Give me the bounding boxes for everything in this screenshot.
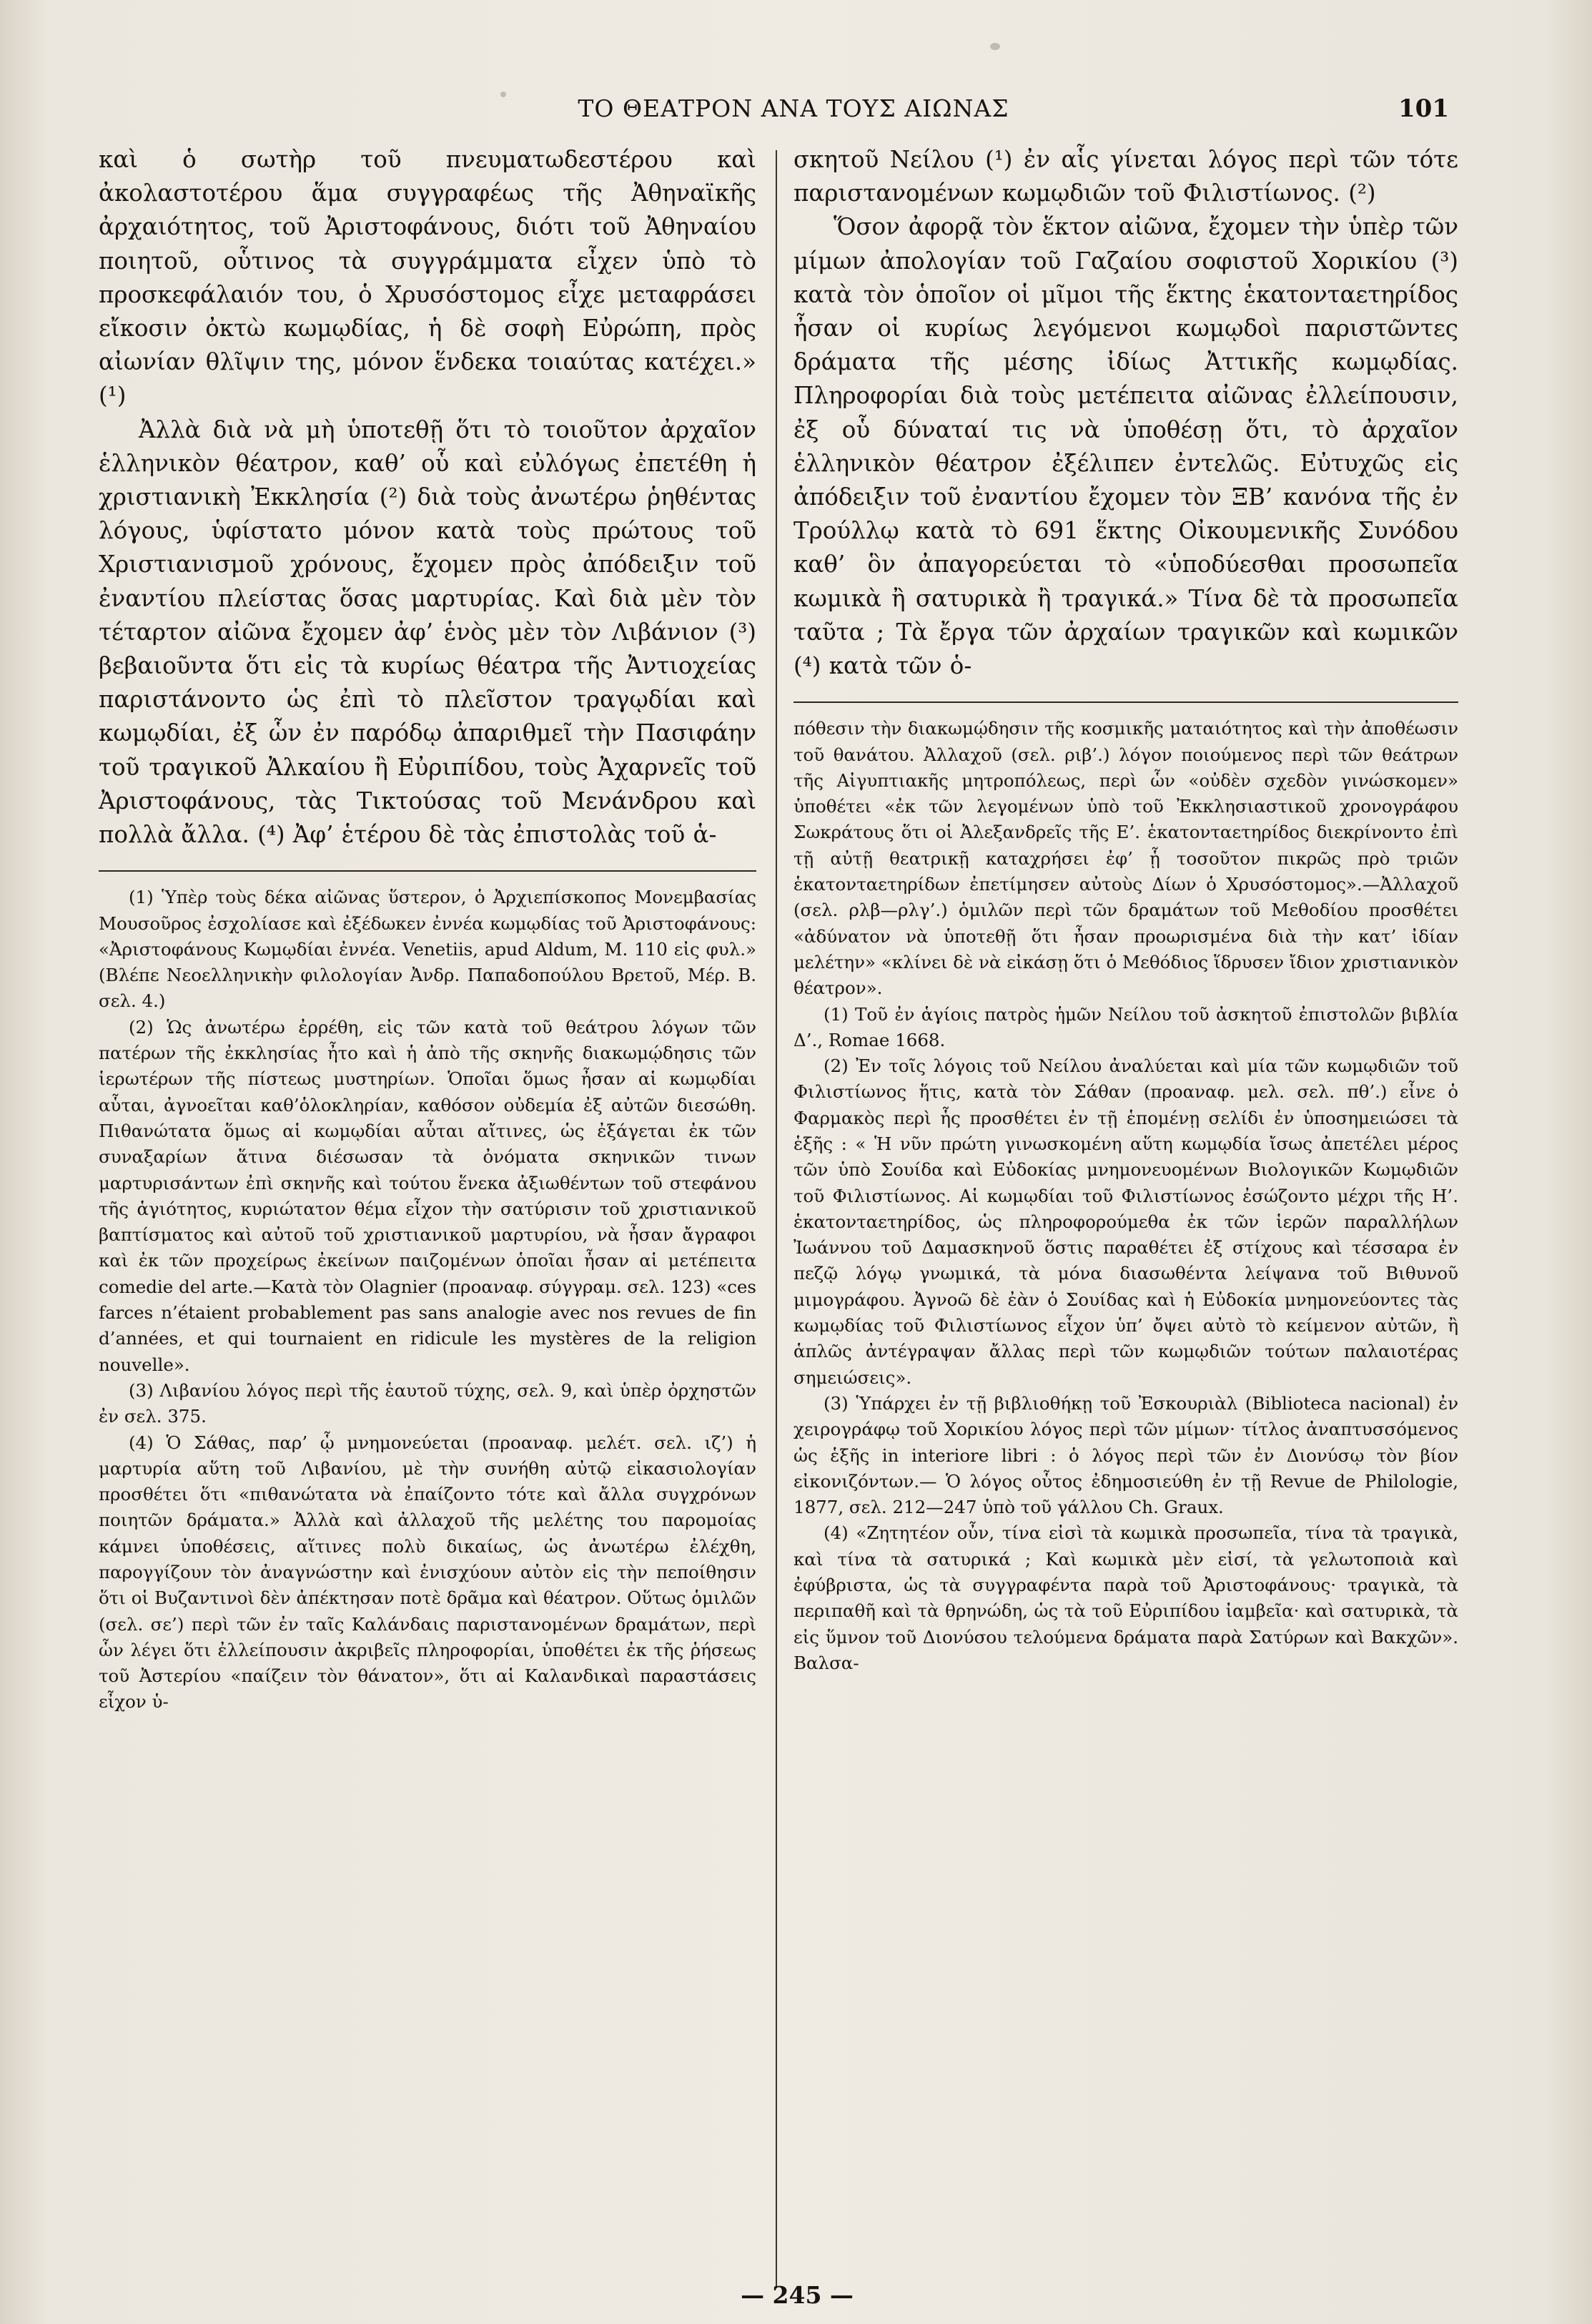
- right-footnote-4: (4) «Ζητητέον οὖν, τίνα εἰσὶ τὰ κωμικὰ προσωπεῖα, τίνα τὰ τραγικὰ, καὶ τίνα τὰ σατυρικά ; Καὶ κωμικὰ μὲν εἰσί, τὰ γελωτοποιὰ καὶ ἐφύβριστα, ὡς τὰ συγγραφέντα παρὰ τοῦ Ἀριστοφάνους· τραγικὰ, τὰ περιπαθῆ καὶ τὰ θρηνώδη, ὡς τὰ τοῦ Εὐριπίδου ἰαμβεῖα· καὶ σατυρικὰ, τὰ εἰς ὕμνον τοῦ Διονύσου τελούμενα δράματα παρὰ Σατύρων καὶ Βακχῶν». Βαλσα-: [793, 1522, 1458, 1673]
- right-footnote-separator: [793, 701, 1458, 703]
- left-footnote-1: (1) Ὑπὲρ τοὺς δέκα αἰῶνας ὕστερον, ὁ Ἀρχιεπίσκοπος Μονεμβασίας Μουσοῦρος ἐσχολίασε καὶ ἐξέδωκεν ἐννέα κωμῳδίας τοῦ Ἀριστοφάνους: «Ἀριστοφάνους Κωμῳδίαι ἐννέα. Venetiis, apud Aldum, M. 110 εἰς φυλ.» (Βλέπε Νεοελληνικὴν φιλολογίαν Ἀνδρ. Παπαδοπούλου Βρετοῦ, Μέρ. Β. σελ. 4.): [99, 887, 756, 1012]
- right-paragraph-2: Ὅσον ἀφορᾷ τὸν ἕκτον αἰῶνα, ἔχομεν τὴν ὑπὲρ τῶν μίμων ἀπολογίαν τοῦ Γαζαίου σοφιστοῦ Χορικίου (³) κατὰ τὸν ὁποῖον οἱ μῖμοι τῆς ἕκτης ἑκατονταετηρίδος ἦσαν οἱ κυρίως λεγόμενοι κωμῳδοὶ παριστῶντες δράματα τῆς μέσης ἰδίως Ἀττικῆς κωμῳδίας. Πληροφορίαι διὰ τοὺς μετέπειτα αἰῶνας ἐλλείπουσιν, ἐξ οὗ δύναταί τις νὰ ὑποθέσῃ ὅτι, τὸ ἀρχαῖον ἑλληνικὸν θέατρον ἐξέλιπεν ἐντελῶς. Εὐτυχῶς εἰς ἀπόδειξιν τοῦ ἐναντίου ἔχομεν τὸν ΞΒ’ κανόνα τῆς ἐν Τρούλλῳ κατὰ τὸ 691 ἕκτης Οἰκουμενικῆς Συνόδου καθ’ ὃν ἀπαγορεύεται τὸ «ὑποδύεσθαι προσωπεῖα κωμικὰ ἢ σατυρικὰ ἢ τραγικά.» Τίνα δὲ τὰ προσωπεῖα ταῦτα ; Τὰ ἔργα τῶν ἀρχαίων τραγικῶν καὶ κωμικῶν (⁴) κατὰ τῶν ὁ-: [793, 213, 1458, 680]
- right-column: [793, 143, 1458, 1676]
- left-footnote-4: (4) Ὁ Σάθας, παρ’ ᾧ μνημονεύεται (προαναφ. μελέτ. σελ. ιζ’) ἡ μαρτυρία αὕτη τοῦ Λιβανίου, μὲ τὴν συνήθη αὐτῷ εἰκασιολογίαν προσθέτει ὅτι «πιθανώτατα νὰ ἐπαίζοντο τότε καὶ ἄλλα συγχρόνων ποιητῶν δράματα.» Ἀλλὰ καὶ ἀλλαχοῦ τῆς μελέτης του παρομοίας κάμνει ὑποθέσεις, αἵτινες πολὺ δικαίως, ὡς ἀνωτέρω ἐλέχθη, παρογγίζουν τὸν ἀναγνώστην καὶ ἐνισχύουν αὐτὸν εἰς τὴν πεποίθησιν ὅτι οἱ Βυζαντινοὶ δὲν ἀπέκτησαν ποτὲ δρᾶμα καὶ θέατρον. Οὕτως ὁμιλῶν (σελ. σε’) περὶ τῶν ἐν ταῖς Καλάνδαις παριστανομένων δραμάτων, περὶ ὧν λέγει ὅτι ἐλλείπουσιν ἀκριβεῖς πληροφορίαι, ὑποθέτει ἐκ τῆς ῥήσεως τοῦ Ἀστερίου «παίζειν τὸν θάνατον», ὅτι αἱ Καλανδικαὶ παραστάσεις εἶχον ὑ-: [99, 1432, 756, 1713]
- right-body-text: [793, 143, 1458, 683]
- column-divider: [776, 150, 777, 2288]
- ink-speck: [500, 92, 506, 97]
- signature-number: — 245 —: [741, 2281, 854, 2309]
- left-body-text: [99, 143, 756, 852]
- left-footnote-2: (2) Ὡς ἀνωτέρω ἐρρέθη, εἰς τῶν κατὰ τοῦ θεάτρου λόγων τῶν πατέρων τῆς ἐκκλησίας ἦτο καὶ ἡ ἀπὸ τῆς σκηνῆς διακωμῴδησις τῶν ἱερωτέρων τῆς πίστεως μυστηρίων. Ὁποῖαι ὅμως ἦσαν αἱ κωμῳδίαι αὗται, ἀγνοεῖται καθ’ὁλοκληρίαν, καθόσον οὐδεμία ἐξ αὐτῶν διεσώθη. Πιθανώτατα ὅμως αἱ κωμῳδίαι αὗται αἴτινες, ὡς ἐξάγεται ἐκ τῶν συναξαρίων ἅτινα διέσωσαν τὰ ὀνόματα σκηνικῶν τινων μαρτυρισάντων ἐπὶ σκηνῆς καὶ τούτου ἕνεκα ἀξιωθέντων τοῦ στεφάνου τῆς ἁγιότητος, κυριώτατον θέμα εἶχον τὴν σατύρισιν τοῦ χριστιανικοῦ βαπτίσματος καὶ αὐτοῦ τοῦ χριστιανικοῦ μαρτυρίου, νὰ ἦσαν ἄγραφοι καὶ ἐκ τῶν προχείρως ἐκείνων παιζομένων ὁποῖαι ἦσαν αἱ μετέπειτα comedie del arte.—Κατὰ τὸν Olagnier (προαναφ. σύγγραμ. σελ. 123) «ces farces n’étaient probablement pas sans analogie avec nos revues de fin d’années, et qui tournaient en ridicule les mystères de la religion nouvelle».: [99, 1016, 756, 1375]
- page-number: 101: [1398, 94, 1449, 123]
- left-paragraph-2: Ἀλλὰ διὰ νὰ μὴ ὑποτεθῇ ὅτι τὸ τοιοῦτον ἀρχαῖον ἑλληνικὸν θέατρον, καθ’ οὗ καὶ εὐλόγως ἐπετέθη ἡ χριστιανικὴ Ἐκκλησία (²) διὰ τοὺς ἀνωτέρω ῥηθέντας λόγους, ὑφίστατο μόνον κατὰ τοὺς πρώτους τοῦ Χριστιανισμοῦ χρόνους, ἔχομεν πρὸς ἀπόδειξιν τοῦ ἐναντίου πλείστας ὅσας μαρτυρίας. Καὶ διὰ μὲν τὸν τέταρτον αἰῶνα ἔχομεν ἀφ’ ἑνὸς μὲν τὸν Λιβάνιον (³) βεβαιοῦντα ὅτι εἰς τὰ κυρίως θέατρα τῆς Ἀντιοχείας παριστάνοντο ὡς ἐπὶ τὸ πλεῖστον τραγῳδίαι καὶ κωμῳδίαι, ἐξ ὧν ἐν παρόδῳ ἀπαριθμεῖ τὴν Πασιφάην τοῦ τραγικοῦ Ἀλκαίου ἢ Εὐριπίδου, τοὺς Ἀχαρνεῖς τοῦ Ἀριστοφάνους, τὰς Τικτούσας τοῦ Μενάνδρου καὶ πολλὰ ἄλλα. (⁴) Ἀφ’ ἑτέρου δὲ τὰς ἐπιστολὰς τοῦ ἁ-: [99, 415, 756, 849]
- right-footnote-3: (3) Ὑπάρχει ἐν τῇ βιβλιοθήκῃ τοῦ Ἐσκουριὰλ (Biblioteca nacional) ἐν χειρογράφῳ τοῦ Χορικίου λόγος περὶ τῶν μίμων· τίτλος ἀναπτυσσόμενος ὡς ἑξῆς in interiore libri : ὁ λόγος περὶ τῶν ἐν Διονύσῳ τὸν βίον εἰκονιζόντων.— Ὁ λόγος οὗτος ἐδημοσιεύθη ἐν τῇ Revue de Philologie, 1877, σελ. 212—247 ὑπὸ τοῦ γάλλου Ch. Graux.: [793, 1392, 1458, 1518]
- left-paragraph-1: καὶ ὁ σωτὴρ τοῦ πνευματωδεστέρου καὶ ἀκολαστοτέρου ἅμα συγγραφέως τῆς Ἀθηναϊκῆς ἀρχαιότητος, τοῦ Ἀριστοφάνους, διότι τοῦ Ἀθηναίου ποιητοῦ, οὗτινος τὰ συγγράμματα εἶχεν ὑπὸ τὸ προσκεφάλαιόν του, ὁ Χρυσόστομος εἶχε μεταφράσει εἴκοσιν ὀκτὼ κωμῳδίας, ἡ δὲ σοφὴ Εὐρώπη, πρὸς αἰωνίαν θλῖψιν της, μόνον ἕνδεκα τοιαύτας κατέχει.» (¹): [99, 146, 756, 410]
- left-footnotes: [99, 885, 756, 1715]
- right-footnote-continuation: πόθεσιν τὴν διακωμῴδησιν τῆς κοσμικῆς ματαιότητος καὶ τὴν ἀποθέωσιν τοῦ θανάτου. Ἀλλαχοῦ (σελ. ριβ’.) λόγον ποιούμενος περὶ τῶν θεάτρων τῆς Αἰγυπτιακῆς μητροπόλεως, περὶ ὧν «οὐδὲν σχεδὸν γινώσκομεν» ὑποθέτει «ἐκ τῶν λεγομένων ὑπὸ τοῦ Ἐκκλησιαστικοῦ χρονογράφου Σωκράτους ὅτι οἱ Ἀλεξανδρεῖς τῆς Ε’. ἑκατονταετηρίδος διεκρίνοντο ἐπὶ τῇ αὐτῇ θεατρικῇ καταχρήσει ἐφ’ ᾗ τοσοῦτον πικρῶς πρὸ τριῶν ἑκατονταετηρίδων ἐπετίμησεν αὐτοὺς Δίων ὁ Χρυσόστομος».—Ἀλλαχοῦ (σελ. ρλβ—ρλγ’.) ὁμιλῶν περὶ τῶν δραμάτων τοῦ Μεθοδίου προσθέτει «ἀδύνατον νὰ ὑποτεθῇ ὅτι ἦσαν προωρισμένα διὰ τὴν κατ’ ἰδίαν μελέτην» «κλίνει δὲ νὰ εἰκάσῃ ὅτι ὁ Μεθόδιος ἵδρυσεν ἴδιον χριστιανικὸν θέατρον».: [793, 718, 1458, 999]
- right-footnote-2: (2) Ἐν τοῖς λόγοις τοῦ Νείλου ἀναλύεται καὶ μία τῶν κωμῳδιῶν τοῦ Φιλιστίωνος ἥτις, κατὰ τὸν Σάθαν (προαναφ. μελ. σελ. πθ’.) εἶνε ὁ Φαρμακὸς περὶ ἧς προσθέτει ἐν τῇ ἑπομένῃ σελίδι ἐν ὑποσημειώσει τὰ ἑξῆς : « Ἡ νῦν πρώτη γινωσκομένη αὕτη κωμῳδία ἴσως ἀπετέλει μέρος τῶν ὑπὸ Σουίδα καὶ Εὐδοκίας μνημονευομένων Βιολογικῶν Κωμῳδιῶν τοῦ Φιλιστίωνος. Αἱ κωμῳδίαι τοῦ Φιλιστίωνος ἐσώζοντο μέχρι τῆς Η’. ἑκατονταετηρίδος, ὡς πληροφορούμεθα ἐκ τῶν ἱερῶν παραλλήλων Ἰωάννου τοῦ Δαμασκηνοῦ ὅστις παραθέτει ἐξ στίχους καὶ τέσσαρα ἐν πεζῷ λόγῳ γνωμικά, τὰ μόνα διασωθέντα λείψανα τοῦ Βιθυνοῦ μιμογράφου. Ἀγνοῶ δὲ ἐὰν ὁ Σουίδας καὶ ἡ Εὐδοκία μνημονεύοντες τὰς κωμῳδίας τοῦ Φιλιστίωνος εἶχον ὑπ’ ὄψει αὐτὸ τὸ κείμενον αὐτῶν, ἢ ἁπλῶς ἀντέγραψαν ἄλλας περὶ τῶν κωμῳδιῶν τούτων παλαιοτέρας σημειώσεις».: [793, 1055, 1458, 1388]
- left-footnote-3: (3) Λιβανίου λόγος περὶ τῆς ἑαυτοῦ τύχης, σελ. 9, καὶ ὑπὲρ ὀρχηστῶν ἐν σελ. 375.: [99, 1379, 756, 1427]
- left-column: [99, 143, 756, 1715]
- ink-speck: [990, 43, 1000, 50]
- running-title: ΤΟ ΘΕΑΤΡΟΝ ΑΝΑ ΤΟΥΣ ΑΙΩΝΑΣ: [578, 94, 1009, 122]
- left-footnote-separator: [99, 870, 756, 872]
- right-footnotes: [793, 716, 1458, 1676]
- right-paragraph-1: σκητοῦ Νείλου (¹) ἐν αἷς γίνεται λόγος περὶ τῶν τότε παριστανομένων κωμῳδιῶν τοῦ Φιλιστίωνος. (²): [793, 146, 1458, 207]
- right-footnote-1: (1) Τοῦ ἐν ἁγίοις πατρὸς ἡμῶν Νείλου τοῦ ἀσκητοῦ ἐπιστολῶν βιβλία Δ’., Romae 1668.: [793, 1003, 1458, 1050]
